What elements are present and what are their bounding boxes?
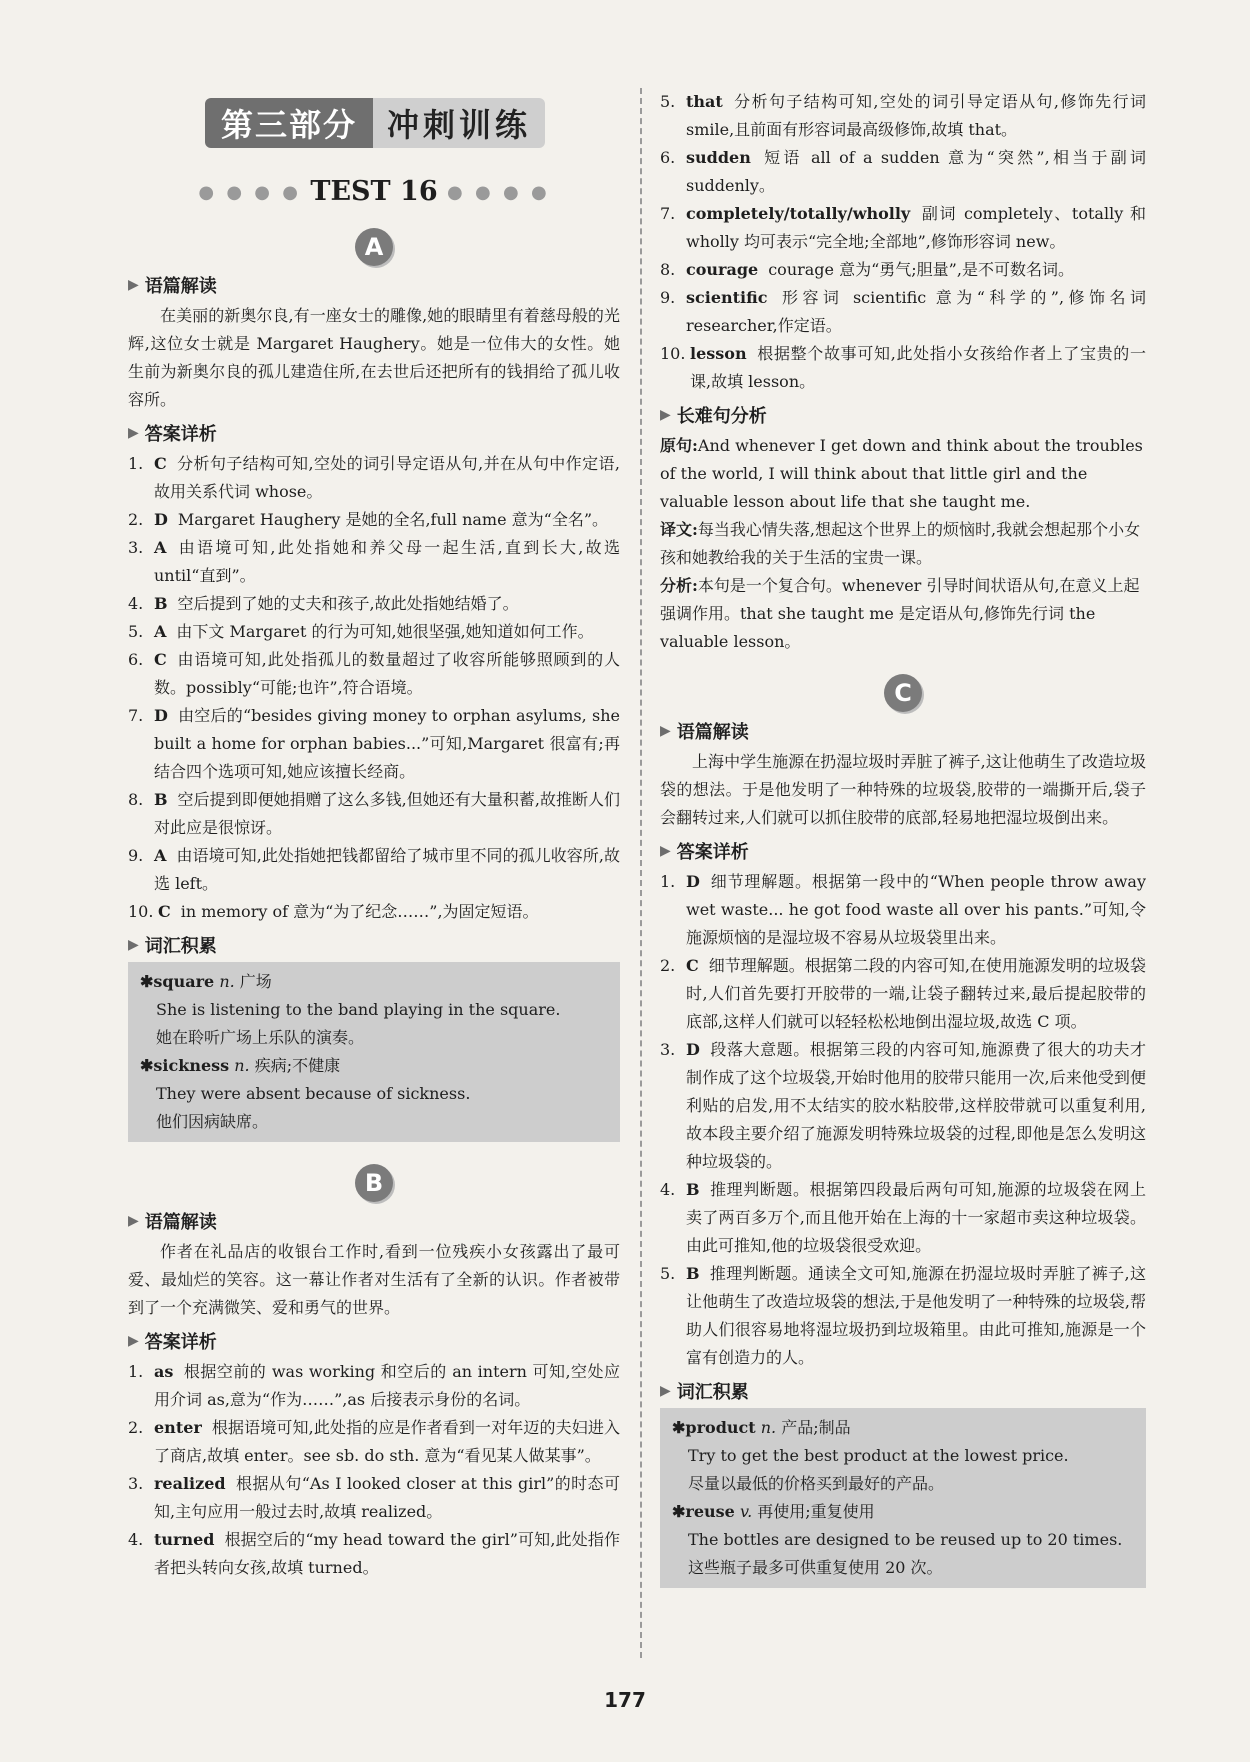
title-dots-right: ● ● ● ●	[447, 182, 550, 203]
answer-explanation: 由语境可知,此处指她把钱都留给了城市里不同的孤儿收容所,故选 left。	[154, 846, 620, 893]
answer-explanation: 分析句子结构可知,空处的词引导定语从句,修饰先行词 smile,且前面有形容词最高级修饰,故填 that。	[686, 92, 1146, 139]
answer-number: 2.	[660, 956, 676, 975]
vocab-entry	[672, 1498, 1136, 1526]
a-reading-heading	[128, 272, 620, 298]
answer-body	[154, 702, 620, 786]
answer-body	[686, 1260, 1146, 1372]
arrow-icon: ▶	[660, 723, 671, 739]
answer-explanation: 细节理解题。根据第一段中的“When people throw away wet waste... he got food waste all over his pants.”可知,令施源烦恼的是湿垃圾不容易从垃圾袋里出来。	[686, 872, 1146, 947]
answer-item	[128, 1414, 620, 1470]
answer-key: D	[154, 706, 168, 725]
answer-number: 6.	[128, 650, 144, 669]
answer-item	[128, 506, 620, 534]
answer-body	[686, 256, 1146, 284]
answer-key: scientific	[686, 288, 768, 307]
heading-text: 答案详析	[144, 424, 217, 445]
vocab-pos: n.	[760, 1418, 777, 1437]
asterisk-icon: ✱	[672, 1502, 686, 1521]
c-answer-list	[660, 868, 1146, 1372]
answer-body	[690, 340, 1146, 396]
answer-key: A	[154, 622, 167, 641]
answer-key: lesson	[690, 344, 747, 363]
answer-body	[686, 144, 1146, 200]
vocab-pos: n.	[234, 1056, 250, 1075]
b-answer-list-right	[660, 88, 1146, 396]
orig-text: And whenever I get down and think about the troubles of the world, I will think about that little girl and the valuable lesson about life that she taught me.	[660, 436, 1143, 511]
vocab-meaning: 产品;制品	[781, 1418, 851, 1437]
c-vocab-box	[660, 1408, 1146, 1588]
answer-key: B	[154, 594, 168, 613]
answer-number: 5.	[660, 92, 676, 111]
arrow-icon: ▶	[128, 1333, 139, 1349]
answer-item	[128, 898, 620, 926]
a-vocab-heading	[128, 932, 620, 958]
answer-number: 8.	[660, 260, 676, 279]
answer-explanation: courage 意为“勇气;胆量”,是不可数名词。	[768, 260, 1074, 279]
vocab-meaning: 再使用;重复使用	[757, 1502, 875, 1521]
answer-explanation: 形容词 scientific 意为“科学的”,修饰名词 researcher,作定语。	[686, 288, 1146, 335]
vocab-example-en: They were absent because of sickness.	[156, 1084, 471, 1103]
answer-item	[660, 340, 1146, 396]
b-reading-text: 作者在礼品店的收银台工作时,看到一位残疾小女孩露出了最可爱、最灿烂的笑容。这一幕让作者对生活有了全新的认识。作者被带到了一个充满微笑、爱和勇气的世界。	[128, 1242, 620, 1317]
answer-key: turned	[154, 1530, 215, 1549]
answer-item	[128, 534, 620, 590]
arrow-icon: ▶	[128, 277, 139, 293]
b-long-analysis	[660, 572, 1146, 656]
vocab-example-en: She is listening to the band playing in the square.	[156, 1000, 561, 1019]
answer-number: 9.	[660, 288, 676, 307]
answer-body	[158, 898, 620, 926]
b-answer-list-left	[128, 1358, 620, 1582]
asterisk-icon: ✱	[140, 1056, 154, 1075]
heading-text: 语篇解读	[676, 722, 749, 743]
answer-item	[128, 786, 620, 842]
heading-text: 答案详析	[676, 842, 749, 863]
part-banner	[205, 98, 545, 148]
section-c-badge: C	[884, 674, 922, 712]
vocab-example-zh: 尽量以最低的价格买到最好的产品。	[688, 1474, 945, 1493]
answer-body	[686, 200, 1146, 256]
answer-item	[128, 1470, 620, 1526]
answer-explanation: 根据空后的“my head toward the girl”可知,此处指作者把头转向女孩,故填 turned。	[154, 1530, 620, 1577]
column-divider	[640, 88, 642, 1658]
arrow-icon: ▶	[128, 425, 139, 441]
answer-key: completely/totally/wholly	[686, 204, 911, 223]
vocab-word: reuse	[685, 1502, 735, 1521]
answer-item	[660, 88, 1146, 144]
b-long-trans	[660, 516, 1146, 572]
vocab-word: square	[153, 972, 215, 991]
answer-item	[660, 256, 1146, 284]
page-number: 177	[604, 1688, 646, 1712]
answer-item	[128, 646, 620, 702]
trans-text: 每当我心情失落,想起这个世界上的烦恼时,我就会想起那个小女孩和她教给我的关于生活的宝贵一课。	[660, 520, 1141, 567]
answer-number: 1.	[660, 872, 676, 891]
answer-item	[660, 1176, 1146, 1260]
answer-key: C	[154, 454, 167, 473]
b-long-heading	[660, 402, 1146, 428]
answer-number: 2.	[128, 510, 144, 529]
b-answers-heading	[128, 1328, 620, 1354]
answer-item	[128, 1358, 620, 1414]
answer-body	[154, 786, 620, 842]
answer-body	[154, 842, 620, 898]
answer-body	[154, 506, 620, 534]
answer-number: 3.	[128, 538, 144, 557]
answer-body	[686, 952, 1146, 1036]
answer-body	[686, 284, 1146, 340]
b-long-orig	[660, 432, 1146, 516]
right-column	[660, 88, 1146, 1588]
answer-body	[686, 1036, 1146, 1176]
answer-key: D	[686, 1040, 700, 1059]
vocab-example-en: The bottles are designed to be reused up to 20 times.	[688, 1530, 1123, 1549]
answer-body	[154, 1358, 620, 1414]
answer-key: sudden	[686, 148, 751, 167]
answer-item	[128, 618, 620, 646]
answer-explanation: 空后提到了她的丈夫和孩子,故此处指她结婚了。	[177, 594, 519, 613]
answer-explanation: 根据从句“As I looked closer at this girl”的时态可知,主句应用一般过去时,故填 realized。	[154, 1474, 620, 1521]
vocab-entry	[672, 1414, 1136, 1442]
answer-number: 1.	[128, 1362, 144, 1381]
heading-text: 语篇解读	[144, 1212, 217, 1233]
answer-item	[660, 952, 1146, 1036]
answer-number: 6.	[660, 148, 676, 167]
answer-number: 5.	[128, 622, 144, 641]
vocab-meaning: 广场	[239, 972, 272, 991]
answer-item	[660, 868, 1146, 952]
answer-number: 4.	[128, 1530, 144, 1549]
vocab-meaning: 疾病;不健康	[254, 1056, 341, 1075]
arrow-icon: ▶	[660, 407, 671, 423]
answer-number: 1.	[128, 454, 144, 473]
a-reading-text: 在美丽的新奥尔良,有一座女士的雕像,她的眼睛里有着慈母般的光辉,这位女士就是 Margaret Haughery。她是一位伟大的女性。她生前为新奥尔良的孤儿建造住所,在去世后还把所有的钱捐给了孤儿收容所。	[128, 306, 620, 409]
arrow-icon: ▶	[660, 1383, 671, 1399]
answer-explanation: 分析句子结构可知,空处的词引导定语从句,并在从句中作定语,故用关系代词 whose。	[154, 454, 620, 501]
b-reading-heading	[128, 1208, 620, 1234]
answer-item	[128, 702, 620, 786]
answer-key: A	[154, 538, 167, 557]
vocab-entry	[140, 1052, 610, 1080]
answer-key: that	[686, 92, 723, 111]
section-a-badge: A	[355, 228, 393, 266]
answer-number: 5.	[660, 1264, 676, 1283]
answer-key: B	[686, 1180, 700, 1199]
answer-body	[154, 618, 620, 646]
answer-body	[154, 646, 620, 702]
answer-explanation: 根据语境可知,此处指的应是作者看到一对年迈的夫妇进入了商店,故填 enter。see sb. do sth. 意为“看见某人做某事”。	[154, 1418, 620, 1465]
answer-number: 7.	[660, 204, 676, 223]
answer-explanation: 根据整个故事可知,此处指小女孩给作者上了宝贵的一课,故填 lesson。	[690, 344, 1146, 391]
a-answers-heading	[128, 420, 620, 446]
answer-body	[686, 88, 1146, 144]
answer-number: 4.	[660, 1180, 676, 1199]
vocab-word: product	[685, 1418, 756, 1437]
answer-key: D	[154, 510, 168, 529]
answer-explanation: 细节理解题。根据第二段的内容可知,在使用施源发明的垃圾袋时,人们首先要打开胶带的一端,让袋子翻转过来,最后提起胶带的底部,这样人们就可以轻轻松松地倒出湿垃圾,故选 C 项。	[686, 956, 1146, 1031]
answer-explanation: 副词 completely、totally 和 wholly 均可表示“完全地;全部地”,修饰形容词 new。	[686, 204, 1146, 251]
vocab-example-zh: 这些瓶子最多可供重复使用 20 次。	[688, 1558, 943, 1577]
vocab-pos: n.	[219, 972, 235, 991]
answer-body	[154, 450, 620, 506]
vocab-entry	[140, 968, 610, 996]
c-answers-heading	[660, 838, 1146, 864]
heading-text: 语篇解读	[144, 276, 217, 297]
test-title	[128, 176, 620, 207]
answer-key: B	[686, 1264, 700, 1283]
answer-number: 7.	[128, 706, 144, 725]
analysis-label: 分析:	[660, 576, 698, 595]
answer-key: D	[686, 872, 700, 891]
answer-number: 8.	[128, 790, 144, 809]
heading-text: 答案详析	[144, 1332, 217, 1353]
answer-item	[128, 1526, 620, 1582]
answer-explanation: 由下文 Margaret 的行为可知,她很坚强,她知道如何工作。	[176, 622, 594, 641]
answer-explanation: 短语 all of a sudden 意为“突然”,相当于副词 suddenly。	[686, 148, 1146, 195]
answer-explanation: 推理判断题。通读全文可知,施源在扔湿垃圾时弄脏了裤子,这让他萌生了改造垃圾袋的想法,于是他发明了一种特殊的垃圾袋,帮助人们很容易地将湿垃圾扔到垃圾箱里。由此可推知,施源是一个富有创造力的人。	[686, 1264, 1146, 1367]
answer-item	[128, 842, 620, 898]
answer-key: courage	[686, 260, 759, 279]
answer-explanation: 由空后的“besides giving money to orphan asylums, she built a home for orphan babies...”可知,Margaret 很富有;再结合四个选项可知,她应该擅长经商。	[154, 706, 620, 781]
answer-explanation: 根据空前的 was working 和空后的 an intern 可知,空处应用介词 as,意为“作为……”,as 后接表示身份的名词。	[154, 1362, 620, 1409]
answer-item	[660, 200, 1146, 256]
answer-number: 3.	[128, 1474, 144, 1493]
answer-key: C	[686, 956, 699, 975]
answer-body	[154, 1470, 620, 1526]
part-label: 第三部分	[205, 98, 373, 148]
answer-explanation: 段落大意题。根据第三段的内容可知,施源费了很大的功夫才制作成了这个垃圾袋,开始时他用的胶带只能用一次,后来他受到便利贴的启发,用不太结实的胶水粘胶带,这样胶带就可以重复利用,故本段主要介绍了施源发明特殊垃圾袋的过程,即他是怎么发明这种垃圾袋的。	[686, 1040, 1146, 1171]
answer-explanation: in memory of 意为“为了纪念……”,为固定短语。	[180, 902, 539, 921]
answer-number: 10.	[128, 902, 154, 921]
heading-text: 词汇积累	[144, 936, 217, 957]
answer-number: 3.	[660, 1040, 676, 1059]
answer-item	[660, 144, 1146, 200]
answer-item	[128, 590, 620, 618]
answer-item	[660, 1036, 1146, 1176]
test-title-text: TEST 16	[310, 176, 438, 207]
answer-number: 2.	[128, 1418, 144, 1437]
trans-label: 译文:	[660, 520, 698, 539]
analysis-text: 本句是一个复合句。whenever 引导时间状语从句,在意义上起强调作用。that she taught me 是定语从句,修饰先行词 the valuable lesson。	[660, 576, 1140, 651]
answer-item	[128, 450, 620, 506]
answer-number: 4.	[128, 594, 144, 613]
answer-explanation: 空后提到即便她捐赠了这么多钱,但她还有大量积蓄,故推断人们对此应是很惊讶。	[154, 790, 620, 837]
arrow-icon: ▶	[128, 937, 139, 953]
vocab-example-en: Try to get the best product at the lowest price.	[688, 1446, 1069, 1465]
left-column	[128, 228, 620, 1582]
orig-label: 原句:	[660, 436, 698, 455]
answer-key: realized	[154, 1474, 226, 1493]
answer-number: 9.	[128, 846, 144, 865]
vocab-pos: v.	[739, 1502, 753, 1521]
a-answer-list	[128, 450, 620, 926]
vocab-word: sickness	[153, 1056, 230, 1075]
section-b-badge: B	[355, 1164, 393, 1202]
answer-body	[686, 1176, 1146, 1260]
answer-key: C	[154, 650, 167, 669]
title-dots-left: ● ● ● ●	[198, 182, 301, 203]
answer-item	[660, 1260, 1146, 1372]
answer-body	[154, 1526, 620, 1582]
vocab-example-zh: 他们因病缺席。	[156, 1112, 269, 1131]
heading-text: 词汇积累	[676, 1382, 749, 1403]
c-reading-heading	[660, 718, 1146, 744]
answer-explanation: 由语境可知,此处指她和养父母一起生活,直到长大,故选 until“直到”。	[154, 538, 620, 585]
answer-key: B	[154, 790, 168, 809]
answer-number: 10.	[660, 344, 686, 363]
answer-body	[154, 1414, 620, 1470]
vocab-example-zh: 她在聆听广场上乐队的演奏。	[156, 1028, 365, 1047]
answer-body	[154, 534, 620, 590]
a-vocab-box	[128, 962, 620, 1142]
arrow-icon: ▶	[128, 1213, 139, 1229]
arrow-icon: ▶	[660, 843, 671, 859]
answer-key: enter	[154, 1418, 202, 1437]
asterisk-icon: ✱	[672, 1418, 686, 1437]
c-vocab-heading	[660, 1378, 1146, 1404]
asterisk-icon: ✱	[140, 972, 154, 991]
answer-body	[154, 590, 620, 618]
answer-item	[660, 284, 1146, 340]
answer-explanation: Margaret Haughery 是她的全名,full name 意为“全名”。	[177, 510, 609, 529]
answer-key: A	[154, 846, 167, 865]
section-label: 冲刺训练	[373, 98, 545, 148]
answer-key: as	[154, 1362, 174, 1381]
answer-key: C	[158, 902, 171, 921]
answer-explanation: 推理判断题。根据第四段最后两句可知,施源的垃圾袋在网上卖了两百多万个,而且他开始在上海的十一家超市卖这种垃圾袋。由此可推知,他的垃圾袋很受欢迎。	[686, 1180, 1146, 1255]
answer-body	[686, 868, 1146, 952]
answer-explanation: 由语境可知,此处指孤儿的数量超过了收容所能够照顾到的人数。possibly“可能;也许”,符合语境。	[154, 650, 620, 697]
heading-text: 长难句分析	[676, 406, 767, 427]
c-reading-text: 上海中学生施源在扔湿垃圾时弄脏了裤子,这让他萌生了改造垃圾袋的想法。于是他发明了一种特殊的垃圾袋,胶带的一端撕开后,袋子会翻转过来,人们就可以抓住胶带的底部,轻易地把湿垃圾倒出来。	[660, 752, 1146, 827]
